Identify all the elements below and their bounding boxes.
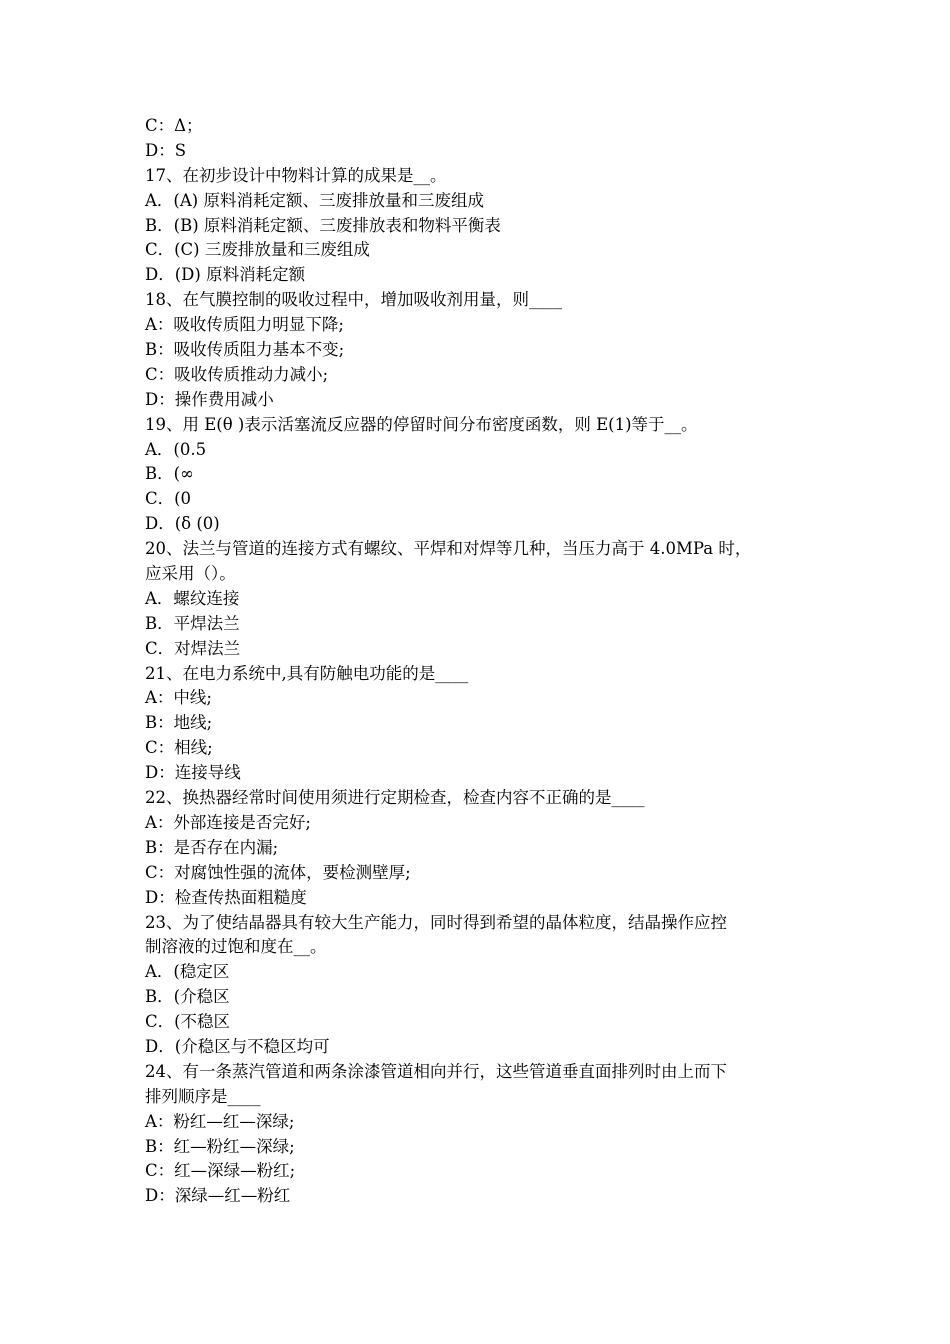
question-line: 17、在初步设计中物料计算的成果是__。 [145, 165, 447, 185]
option-line: A：中线; [145, 688, 212, 708]
option-line: B：吸收传质阻力基本不变; [145, 340, 345, 360]
option-line: A：吸收传质阻力明显下降; [145, 315, 344, 335]
option-line: C．对焊法兰 [145, 638, 241, 658]
option-line: A．(A) 原料消耗定额、三废排放量和三废组成 [145, 190, 484, 210]
option-line: D．(δ (0) [145, 514, 220, 534]
option-line: C：对腐蚀性强的流体，要检测壁厚; [145, 862, 411, 882]
question-line: 24、有一条蒸汽管道和两条涂漆管道相向并行，这些管道垂直面排列时由上而下 [145, 1061, 727, 1081]
question-text-block [145, 114, 810, 1209]
option-line: B．平焊法兰 [145, 613, 240, 633]
option-line: B．(B) 原料消耗定额、三废排放表和物料平衡表 [145, 215, 501, 235]
question-line: 22、换热器经常时间使用须进行定期检查，检查内容不正确的是____ [145, 788, 645, 808]
option-line: C．(不稳区 [145, 1012, 231, 1032]
option-line: A：外部连接是否完好; [145, 812, 311, 832]
option-line: D：S [145, 140, 187, 160]
option-line: C：红—深绿—粉红; [145, 1161, 296, 1181]
question-line: 19、用 E(θ )表示活塞流反应器的停留时间分布密度函数，则 E(1)等于__。 [145, 414, 698, 434]
option-line: C．(0 [145, 489, 192, 509]
option-line: B．(∞ [145, 464, 194, 484]
option-line: A．螺纹连接 [145, 588, 240, 608]
question-line: 18、在气膜控制的吸收过程中，增加吸收剂用量，则____ [145, 290, 562, 310]
option-line: D：操作费用减小 [145, 389, 274, 409]
option-line: D：连接导线 [145, 763, 241, 783]
option-line: B．(介稳区 [145, 987, 230, 1007]
question-line: 21、在电力系统中,具有防触电功能的是____ [145, 663, 469, 683]
question-line: 20、法兰与管道的连接方式有螺纹、平焊和对焊等几种，当压力高于 4.0MPa 时， [145, 539, 752, 559]
option-line: C：吸收传质推动力减小; [145, 364, 329, 384]
option-line: A．(稳定区 [145, 962, 230, 982]
option-line: A．(0.5 [145, 439, 207, 459]
option-line: C：相线; [145, 738, 213, 758]
option-line: D．(D) 原料消耗定额 [145, 265, 306, 285]
question-line: 23、为了使结晶器具有较大生产能力，同时得到希望的晶体粒度，结晶操作应控 [145, 912, 727, 932]
option-line: C．(C) 三废排放量和三废组成 [145, 240, 370, 260]
option-line: B：地线; [145, 713, 213, 733]
option-line: B：红—粉红—深绿; [145, 1136, 295, 1156]
option-line: D：深绿—红—粉红 [145, 1186, 291, 1206]
question-line: 制溶液的过饱和度在__。 [145, 937, 327, 957]
option-line: B：是否存在内漏; [145, 837, 279, 857]
option-line: D．(介稳区与不稳区均可 [145, 1036, 330, 1056]
question-line: 排列顺序是____ [145, 1086, 261, 1106]
option-line: A：粉红—红—深绿; [145, 1111, 295, 1131]
question-line: 应采用（）。 [145, 564, 236, 584]
option-line: C：Δ； [145, 116, 203, 135]
option-line: D：检查传热面粗糙度 [145, 887, 307, 907]
